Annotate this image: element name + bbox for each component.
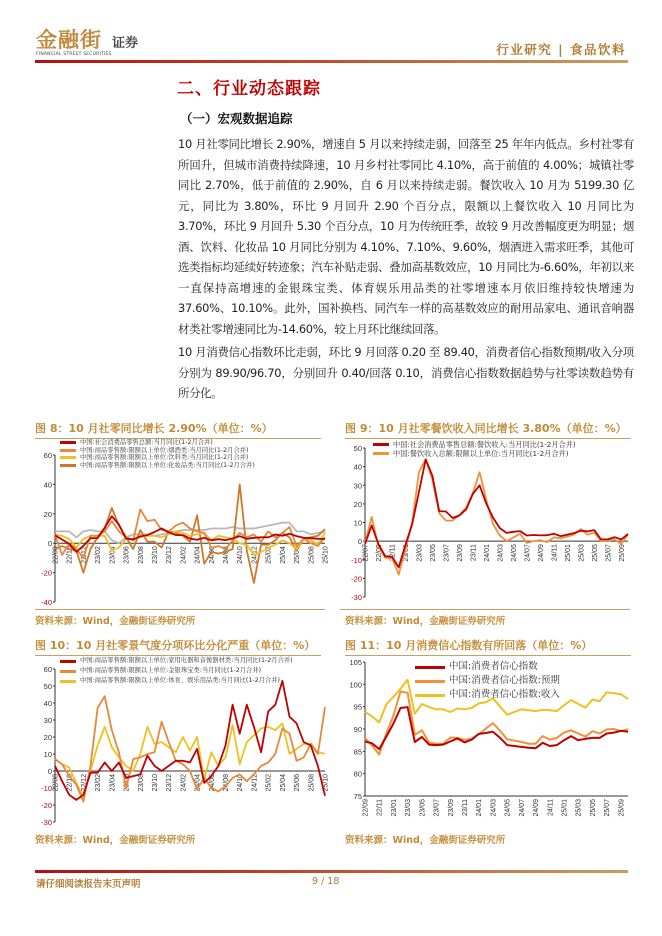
x-tick-label: 25/01	[561, 799, 569, 817]
body-text	[178, 134, 634, 407]
legend-swatch	[415, 680, 445, 683]
figure-11-title: 图 11：10 月消费信心指数有所回落（单位：%）	[345, 637, 631, 656]
x-tick-label: 24/07	[524, 544, 532, 562]
x-tick-label: 23/04	[109, 546, 117, 564]
legend-item	[373, 449, 576, 458]
figure-11-legend	[415, 660, 560, 702]
figure-9-chart	[335, 437, 645, 609]
legend-label: 中国:商品零售额:限额以上单位:化妆品类:当月同比(1-2月合并)	[80, 461, 255, 469]
legend-item	[415, 674, 560, 688]
x-tick-label: 25/03	[575, 799, 583, 817]
x-tick-label: 24/11	[551, 544, 559, 562]
y-tick-label: 60	[43, 451, 52, 460]
x-tick-label: 25/04	[279, 774, 287, 792]
y-tick-label: 100	[349, 680, 362, 690]
figure-9-bottom-rule	[340, 609, 630, 610]
x-tick-label: 23/08	[137, 774, 145, 792]
y-tick-label: 0	[47, 539, 52, 549]
y-tick-label: 40	[43, 480, 52, 490]
x-tick-label: 22/12	[80, 774, 88, 792]
figure-10-title: 图 10：10 月社零景气度分项环比分化严重（单位：%）	[35, 637, 321, 656]
x-tick-label: 25/06	[294, 774, 302, 792]
x-tick-label: 24/08	[223, 546, 231, 564]
y-tick-label: 95	[353, 702, 362, 712]
x-tick-label: 22/08	[52, 546, 60, 564]
x-tick-label: 23/05	[419, 799, 427, 817]
x-tick-label: 25/01	[564, 544, 572, 562]
y-tick-label: -20	[351, 574, 362, 584]
x-tick-label: 23/11	[462, 799, 470, 816]
report-category: 行业研究 | 食品饮料	[496, 42, 626, 57]
figure-11-source: 资料来源：Wind，金融街证券研究所	[345, 835, 506, 846]
legend-label: 中国:商品零售额:限额以上单位:烟酒类:当月同比(1-2月合并)	[80, 446, 249, 454]
x-tick-label: 25/10	[322, 546, 330, 564]
x-tick-label: 24/03	[490, 799, 498, 817]
y-tick-label: 30	[43, 716, 52, 725]
x-tick-label: 24/11	[547, 799, 555, 816]
x-tick-label: 22/09	[362, 799, 370, 817]
y-tick-label: 0	[357, 537, 362, 547]
page-number: 9 / 18	[312, 876, 340, 887]
y-tick-label: 10	[43, 750, 52, 759]
legend-swatch	[415, 694, 445, 697]
footer-disclaimer: 请仔细阅读报告末页声明	[36, 879, 141, 890]
x-tick-label: 23/02	[95, 546, 103, 564]
x-tick-label: 22/08	[52, 774, 60, 792]
x-tick-label: 24/09	[537, 544, 545, 562]
x-tick-label: 23/10	[151, 774, 159, 792]
x-tick-label: 25/09	[618, 799, 626, 817]
y-tick-label: -30	[41, 818, 52, 827]
x-tick-label: 24/09	[533, 799, 541, 817]
x-tick-label: 25/09	[618, 544, 626, 562]
legend-item	[60, 462, 255, 470]
x-tick-label: 23/05	[429, 544, 437, 562]
legend-label: 中国:消费者信心指数	[449, 661, 538, 672]
legend-label: 中国:消费者信心指数:收入	[449, 689, 560, 700]
x-tick-label: 25/05	[589, 799, 597, 817]
legend-label: 中国:餐饮收入总额:限额以上单位:当月同比(1-2月合并)	[393, 449, 569, 458]
x-tick-label: 24/06	[208, 774, 216, 792]
y-tick-label: -30	[351, 593, 362, 602]
x-tick-label: 24/05	[510, 544, 518, 562]
figure-8-legend	[60, 439, 255, 469]
x-tick-label: 24/03	[497, 544, 505, 562]
x-tick-label: 22/12	[80, 546, 88, 564]
x-tick-label: 23/12	[166, 546, 174, 564]
y-tick-label: -20	[41, 801, 52, 810]
x-tick-label: 23/12	[166, 774, 174, 792]
y-tick-label: 20	[353, 499, 362, 509]
x-tick-label: 23/02	[95, 774, 103, 792]
logo: 金融街	[36, 27, 102, 52]
y-tick-label: 90	[353, 725, 362, 734]
y-tick-label: 80	[353, 769, 362, 779]
x-tick-label: 25/08	[308, 774, 316, 792]
y-tick-label: 20	[43, 509, 52, 519]
x-tick-label: 24/02	[180, 774, 188, 792]
y-tick-label: 50	[43, 682, 52, 691]
y-tick-label: -10	[41, 784, 52, 793]
legend-item	[60, 439, 255, 447]
legend-swatch	[60, 464, 76, 467]
x-tick-label: 23/04	[109, 774, 117, 792]
x-tick-label: 25/04	[279, 546, 287, 564]
section-title: 二、行业动态跟踪	[177, 79, 321, 99]
legend-swatch	[415, 666, 445, 669]
x-tick-label: 23/08	[137, 546, 145, 564]
x-tick-label: 23/03	[405, 799, 413, 817]
x-tick-label: 25/07	[604, 799, 612, 817]
legend-label: 中国:商品零售额:限额以上单位:饮料类:当月同比(1-2月合并)	[80, 454, 249, 462]
legend-item	[60, 666, 293, 676]
y-tick-label: -20	[41, 568, 52, 578]
legend-swatch	[60, 660, 76, 663]
y-tick-label: 40	[43, 699, 52, 708]
figure-11-chart	[335, 654, 645, 828]
figure-9-title: 图 9：10 月社零餐饮收入同比增长 3.80%（单位：%）	[345, 420, 631, 439]
x-tick-label: 25/02	[265, 774, 273, 792]
y-tick-label: 50	[353, 444, 362, 453]
figure-9-svg	[335, 437, 645, 609]
legend-item	[415, 660, 560, 674]
x-tick-label: 25/07	[605, 544, 613, 562]
figure-8-chart	[20, 437, 330, 609]
figure-8-bottom-rule	[35, 609, 325, 610]
x-tick-label: 25/08	[308, 546, 316, 564]
x-tick-label: 24/01	[476, 799, 484, 817]
x-tick-label: 22/10	[66, 546, 74, 564]
legend-label: 中国:商品零售额:限额以上单位:家用电器和音像器材类:当月同比(1-2月合并)	[80, 657, 293, 664]
x-tick-label: 24/08	[223, 774, 231, 792]
x-tick-label: 23/07	[433, 799, 441, 817]
legend-label: 中国:商品零售额:限额以上单位:金银珠宝类:当月同比(1-2月合并)	[80, 667, 262, 674]
legend-swatch	[373, 452, 389, 455]
x-tick-label: 24/10	[237, 546, 245, 564]
figure-9-source: 资料来源：Wind，金融街证券研究所	[345, 616, 506, 627]
x-tick-label: 24/12	[251, 546, 259, 564]
y-tick-label: -10	[351, 555, 362, 565]
x-tick-label: 24/04	[194, 774, 202, 792]
y-tick-label: 85	[353, 747, 362, 757]
x-tick-label: 22/09	[375, 544, 383, 562]
x-tick-label: 23/03	[416, 544, 424, 562]
y-tick-label: 20	[43, 733, 52, 742]
legend-item	[373, 440, 576, 449]
x-tick-label: 23/01	[390, 799, 398, 817]
x-tick-label: 24/06	[208, 546, 216, 564]
y-tick-label: 40	[353, 462, 362, 472]
y-tick-label: 105	[349, 658, 362, 667]
x-tick-label: 24/12	[251, 774, 259, 792]
paragraph-retail: 10 月社零同比增长 2.90%，增速自 5 月以来持续走弱，回落至 25 年年内低点。乡村社零有所回升，但城市消费持续降速，10 月乡村社零同比 4.10%，高于前值的 4.00%；城镇社零同比 2.70%，低于前值的 2.90%，自 6 月以来持续走弱。餐饮收入 10 月为 5199.30 亿元，同比为 3.80%，环比 9 月回升 2.90 个百分点，限额以上餐饮收入 10 月同比为 3.70%，环比 9 月回升 5.30 个百分点，10 月为传统旺季，故较 9 月改善幅度更为明显；烟酒、饮料、化妆品 10 月同比分别为 4.10%、7.10%、9.60%，烟酒进入需求旺季，其他可选类指标均延续好转迹象；汽车补贴走弱、叠加高基数效应，10 月同比为-6.60%，年初以来一直保持高增速的金银珠宝类、体育娱乐用品类的社零增速本月依旧维持较快增速为 37.60%、10.10%。此外，国补换档、同汽车一样的高基数效应的耐用品家电、通讯音响器材类社零增速同比为-14.60%，较上月环比继续回落。	[178, 137, 634, 336]
legend-label: 中国:社会消费品零售总额:餐饮收入:当月同比(1-2月合并)	[393, 440, 576, 449]
legend-label: 中国:社会消费品零售总额:当月同比(1-2月合并)	[80, 439, 213, 446]
x-tick-label: 23/11	[470, 544, 478, 562]
x-tick-label: 24/07	[518, 799, 526, 817]
logo-suffix: 证券	[112, 36, 139, 51]
y-tick-label: 0	[47, 767, 52, 776]
x-tick-label: 25/03	[578, 544, 586, 562]
x-tick-label: 23/06	[123, 774, 131, 792]
paragraph-confidence: 10 月消费信心指数环比走弱，环比 9 月回落 0.20 至 89.40，消费者信心指数预期/收入分项分别为 89.90/96.70，分别回升 0.40/回落 0.10，消费信心指数数据趋势与社零读数趋势有所分化。	[178, 345, 634, 400]
figure-10-legend	[60, 656, 293, 686]
x-tick-label: 24/10	[237, 774, 245, 792]
x-tick-label: 24/01	[483, 544, 491, 562]
x-tick-label: 22/11	[389, 544, 397, 562]
series-line-3	[52, 484, 325, 583]
legend-swatch	[373, 443, 389, 446]
logo-english: FINANCIAL STREET SECURITIES	[36, 52, 112, 57]
x-tick-label: 22/11	[376, 799, 384, 816]
legend-swatch	[60, 456, 76, 459]
legend-label: 中国:商品零售额:限额以上单位:体育、娱乐用品类:当月同比(1-2月合并)	[80, 677, 280, 684]
x-tick-label: 24/05	[504, 799, 512, 817]
subsection-title: （一）宏观数据追踪	[180, 111, 293, 126]
x-tick-label: 25/06	[294, 546, 302, 564]
x-tick-label: 25/05	[591, 544, 599, 562]
y-tick-label: -40	[41, 598, 52, 607]
header-divider	[35, 60, 628, 63]
figure-10-chart	[20, 654, 330, 828]
figure-8-source: 资料来源：Wind，金融街证券研究所	[35, 616, 196, 627]
x-tick-label: 23/07	[443, 544, 451, 562]
x-tick-label: 22/10	[66, 774, 74, 792]
legend-swatch	[60, 680, 76, 683]
legend-swatch	[60, 449, 76, 452]
y-tick-label: 10	[353, 518, 362, 528]
x-tick-label: 23/09	[456, 544, 464, 562]
x-tick-label: 24/04	[194, 546, 202, 564]
legend-swatch	[60, 670, 76, 673]
figure-8-title: 图 8：10 月社零同比增长 2.90%（单位：%）	[35, 420, 321, 439]
x-tick-label: 23/01	[402, 544, 410, 562]
x-tick-label: 23/10	[151, 546, 159, 564]
legend-item	[60, 676, 293, 686]
legend-label: 中国:消费者信心指数:预期	[449, 675, 560, 686]
legend-swatch	[60, 441, 76, 444]
x-tick-label: 23/09	[447, 799, 455, 817]
y-tick-label: 75	[353, 792, 362, 801]
figure-9-legend	[373, 440, 576, 458]
x-tick-label: 24/02	[180, 546, 188, 564]
y-tick-label: 60	[43, 665, 52, 674]
x-tick-label: 25/10	[322, 774, 330, 792]
footer-divider	[35, 870, 628, 873]
x-tick-label: 23/06	[123, 546, 131, 564]
legend-item	[60, 454, 255, 462]
legend-item	[415, 688, 560, 702]
legend-item	[60, 656, 293, 666]
figure-10-source: 资料来源：Wind，金融街证券研究所	[35, 835, 196, 846]
x-tick-label: 22/07	[362, 544, 370, 562]
y-tick-label: 30	[353, 481, 362, 491]
x-tick-label: 25/02	[265, 546, 273, 564]
